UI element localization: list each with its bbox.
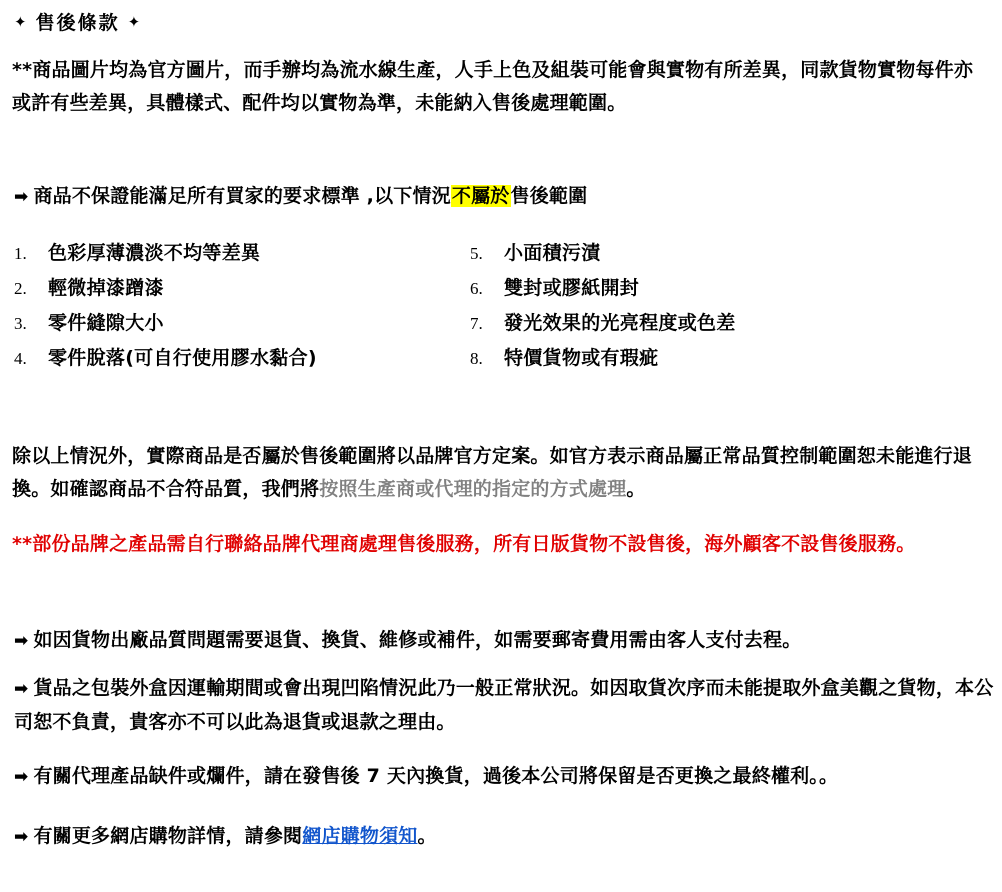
list-item-label: 特價貨物或有瑕疵	[504, 347, 659, 369]
general-policy-part1: 除以上情況外，實際商品是否屬於售後範圍將以品牌官方定案。如官方表示商品屬正常品質控制範圍恕未能進行退換。如確認商品不合符品質，我們將	[12, 445, 973, 500]
page-title-text: 售後條款	[35, 12, 120, 34]
exclusion-heading-before: 商品不保證能滿足所有買家的要求標準 ,以下情況	[33, 185, 451, 207]
bullet-item-2-text: 貨品之包裝外盒因運輸期間或會出現凹陷情況此乃一般正常狀況。如因取貨次序而未能提取外盒美觀之貨物，本公司恕不負責，貴客亦不可以此為退貨或退款之理由。	[14, 677, 994, 733]
bullet-item-1-text: 如因貨物出廠品質問題需要退貨、換貨、維修或補件，如需要郵寄費用需由客人支付去程。	[33, 629, 802, 651]
list-item	[470, 238, 940, 273]
list-item-label: 色彩厚薄濃淡不均等差異	[48, 242, 261, 264]
list-item	[470, 308, 940, 343]
list-item-number: 4.	[14, 349, 27, 368]
bullet-item-1	[14, 624, 984, 658]
arrow-right-icon: ➡	[14, 827, 29, 847]
list-item-number: 7.	[470, 314, 483, 333]
general-policy-part2: 按照生產商或代理的指定的方式處理	[319, 478, 627, 500]
arrow-right-icon: ➡	[14, 631, 29, 651]
exclusion-heading	[14, 180, 974, 214]
list-item-label: 零件縫隙大小	[48, 312, 164, 334]
star-icon-right: ✦	[127, 13, 142, 31]
red-notice-paragraph: **部份品牌之產品需自行聯絡品牌代理商處理售後服務，所有日版貨物不設售後，海外顧客不設售後服務。	[12, 533, 916, 555]
arrow-right-icon: ➡	[14, 679, 29, 699]
list-item-label: 小面積污漬	[504, 242, 601, 264]
list-item	[14, 273, 454, 308]
arrow-right-icon: ➡	[14, 187, 29, 207]
general-policy-paragraph	[12, 440, 992, 506]
list-item	[14, 308, 454, 343]
bullet-item-3-text: 有關代理產品缺件或爛件，請在發售後 7 天內換貨，過後本公司將保留是否更換之最終權利。。	[33, 765, 839, 787]
bullet-item-4	[14, 820, 994, 854]
list-item-number: 3.	[14, 314, 27, 333]
list-item-number: 6.	[470, 279, 483, 298]
star-icon-left: ✦	[14, 13, 28, 31]
list-item-label: 雙封或膠紙開封	[504, 277, 640, 299]
list-item-number: 5.	[470, 244, 483, 263]
list-item-label: 輕微掉漆蹭漆	[48, 277, 164, 299]
disclaimer-paragraph: **商品圖片均為官方圖片，而手辦均為流水線生產，人手上色及組裝可能會與實物有所差異，同款貨物實物每件亦或許有些差異，具體樣式、配件均以實物為準，未能納入售後處理範圍。	[12, 59, 974, 114]
shopping-guide-link[interactable]: 網店購物須知	[302, 825, 418, 847]
arrow-right-icon: ➡	[14, 767, 29, 787]
bullet-item-4-text-after: 。	[417, 825, 437, 847]
general-policy-part3: 。	[626, 478, 646, 500]
list-item	[14, 343, 454, 378]
exclusion-heading-after: 售後範圍	[510, 185, 588, 207]
exclusion-heading-highlight: 不屬於	[451, 185, 510, 207]
bullet-item-3	[14, 760, 994, 794]
list-item-label: 發光效果的光亮程度或色差	[504, 312, 736, 334]
list-item	[14, 238, 454, 273]
list-item	[470, 343, 940, 378]
list-item-label: 零件脫落(可自行使用膠水黏合)	[48, 347, 317, 369]
bullet-item-2	[14, 672, 994, 739]
list-item	[470, 273, 940, 308]
exclusion-list-right	[470, 238, 940, 378]
list-item-number: 8.	[470, 349, 483, 368]
exclusion-list-left	[14, 238, 454, 378]
list-item-number: 2.	[14, 279, 27, 298]
page-title	[14, 8, 141, 35]
bullet-item-4-text-before: 有關更多網店購物詳情，請參閱	[33, 825, 303, 847]
list-item-number: 1.	[14, 244, 27, 263]
